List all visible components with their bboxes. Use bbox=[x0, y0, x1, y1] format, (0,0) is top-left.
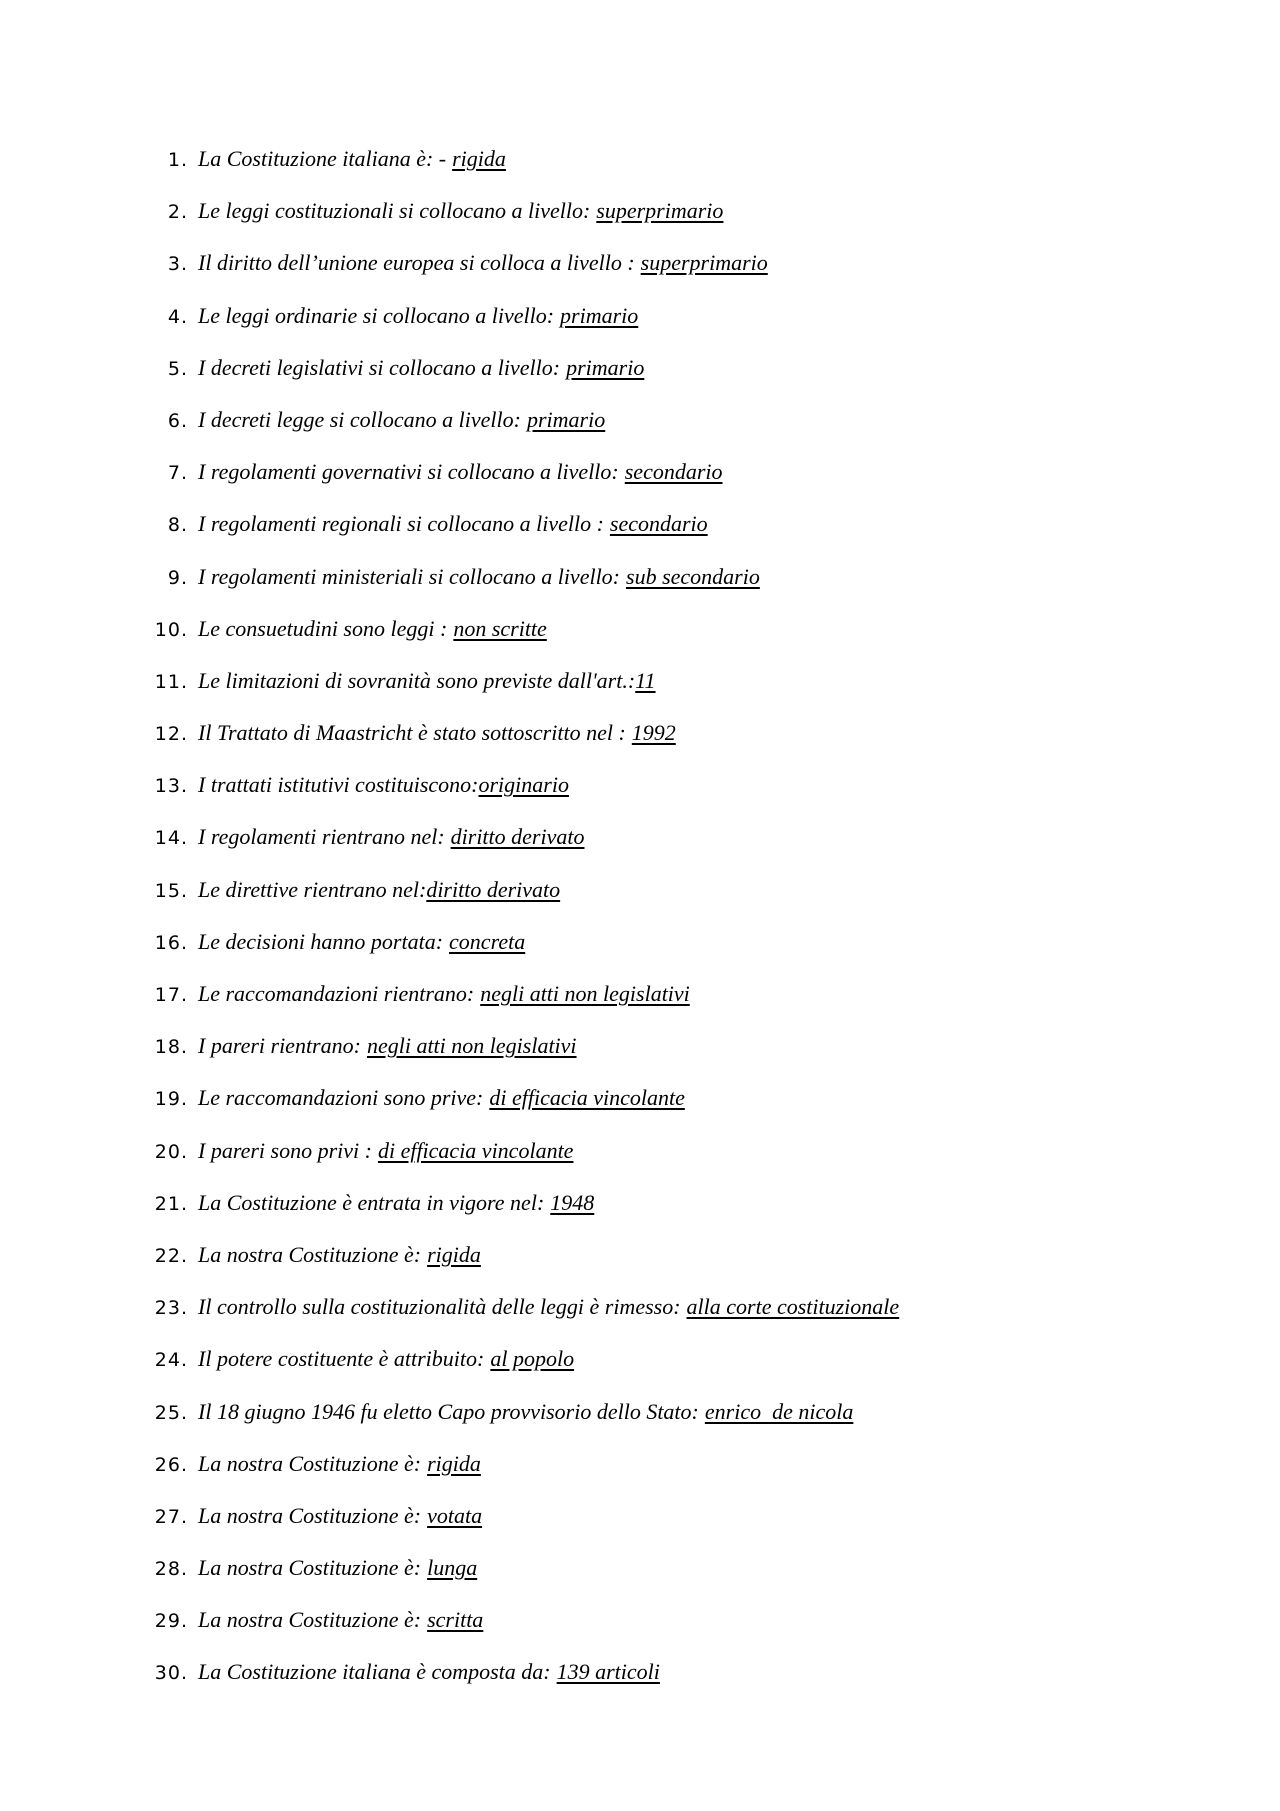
item-answer: secondario bbox=[624, 459, 723, 485]
item-question: La nostra Costituzione è: bbox=[198, 1555, 422, 1581]
item-question: I regolamenti rientrano nel: bbox=[198, 824, 445, 850]
list-item bbox=[150, 1399, 1230, 1451]
item-answer: primario bbox=[560, 302, 639, 328]
list-item bbox=[150, 146, 1230, 198]
item-number: 22. bbox=[154, 1244, 188, 1267]
item-number: 30. bbox=[154, 1662, 188, 1685]
item-answer: superprimario bbox=[640, 250, 768, 276]
item-number: 12. bbox=[154, 723, 188, 746]
list-item bbox=[150, 668, 1230, 720]
list-item bbox=[150, 1085, 1230, 1137]
item-question: Le raccomandazioni rientrano: bbox=[198, 981, 475, 1006]
list-item bbox=[150, 1451, 1230, 1503]
item-answer: al popolo bbox=[490, 1346, 575, 1372]
list-item bbox=[150, 1138, 1230, 1190]
item-question: Le direttive rientrano nel: bbox=[198, 876, 427, 902]
item-answer: rigida bbox=[427, 1241, 481, 1267]
item-question: I regolamenti governativi si collocano a livello: bbox=[198, 459, 619, 485]
item-number: 4. bbox=[167, 305, 188, 328]
item-answer: non scritte bbox=[453, 615, 547, 641]
list-item bbox=[150, 1033, 1230, 1085]
item-answer: rigida bbox=[427, 1450, 481, 1476]
item-question: La nostra Costituzione è: bbox=[198, 1502, 422, 1528]
item-question: Il 18 giugno 1946 fu eletto Capo provvisorio dello Stato: bbox=[198, 1398, 699, 1424]
item-question: Il controllo sulla costituzionalità delle leggi è rimesso: bbox=[198, 1294, 681, 1320]
list-item bbox=[150, 303, 1230, 355]
item-question: Le limitazioni di sovranità sono previste dall'art.: bbox=[198, 667, 636, 693]
list-item bbox=[150, 720, 1230, 772]
item-question: La nostra Costituzione è: bbox=[198, 1241, 422, 1267]
item-number: 24. bbox=[154, 1349, 188, 1372]
list-item bbox=[150, 877, 1230, 929]
item-question: I regolamenti regionali si collocano a livello : bbox=[198, 511, 604, 537]
list-item bbox=[150, 459, 1230, 511]
item-number: 11. bbox=[154, 670, 188, 693]
list-item bbox=[150, 1607, 1230, 1659]
item-answer: enrico de nicola bbox=[704, 1398, 854, 1424]
item-answer: di efficacia vincolante bbox=[489, 1085, 685, 1111]
item-question: La nostra Costituzione è: bbox=[198, 1607, 422, 1633]
item-number: 23. bbox=[154, 1297, 188, 1320]
item-number: 8. bbox=[167, 514, 188, 537]
list-item bbox=[150, 1659, 1230, 1711]
item-number: 26. bbox=[154, 1453, 188, 1476]
item-number: 10. bbox=[154, 618, 188, 641]
item-answer: alla corte costituzionale bbox=[686, 1294, 900, 1320]
item-answer: originario bbox=[478, 772, 569, 798]
item-number: 16. bbox=[154, 931, 188, 954]
item-answer: rigida bbox=[452, 146, 506, 171]
item-answer: diritto derivato bbox=[426, 876, 561, 902]
item-number: 5. bbox=[167, 357, 188, 380]
list-item bbox=[150, 772, 1230, 824]
list-item bbox=[150, 1294, 1230, 1346]
item-answer: superprimario bbox=[596, 198, 724, 224]
item-number: 20. bbox=[154, 1140, 188, 1163]
item-question: Il potere costituente è attribuito: bbox=[198, 1346, 485, 1372]
item-number: 6. bbox=[167, 409, 188, 432]
item-question: La Costituzione italiana è composta da: bbox=[198, 1659, 551, 1685]
item-question: I decreti legislativi si collocano a livello: bbox=[198, 354, 561, 380]
item-answer: 139 articoli bbox=[556, 1659, 660, 1685]
item-answer: votata bbox=[427, 1502, 483, 1528]
item-answer: negli atti non legislativi bbox=[366, 1033, 577, 1059]
item-question: Le consuetudini sono leggi : bbox=[198, 615, 448, 641]
item-number: 19. bbox=[154, 1088, 188, 1111]
item-question: I regolamenti ministeriali si collocano a livello: bbox=[198, 563, 621, 589]
item-question: La Costituzione è entrata in vigore nel: bbox=[198, 1189, 545, 1215]
item-number: 1. bbox=[167, 149, 188, 171]
item-question: Le raccomandazioni sono prive: bbox=[198, 1085, 484, 1111]
item-answer: negli atti non legislativi bbox=[480, 981, 690, 1006]
item-number: 28. bbox=[154, 1558, 188, 1581]
item-number: 18. bbox=[154, 1036, 188, 1059]
item-question: Il Trattato di Maastricht è stato sottoscritto nel : bbox=[198, 720, 626, 746]
item-number: 15. bbox=[154, 879, 188, 902]
list-item bbox=[150, 616, 1230, 668]
item-number: 3. bbox=[167, 253, 188, 276]
item-answer: diritto derivato bbox=[450, 824, 585, 850]
item-question: I decreti legge si collocano a livello: bbox=[198, 406, 521, 432]
list-item bbox=[150, 511, 1230, 563]
item-number: 27. bbox=[154, 1505, 188, 1528]
item-answer: 1992 bbox=[631, 720, 676, 746]
item-question: I pareri rientrano: bbox=[198, 1033, 361, 1059]
list-item bbox=[150, 1503, 1230, 1555]
item-question: Le leggi ordinarie si collocano a livello: bbox=[198, 302, 555, 328]
item-answer: primario bbox=[566, 354, 645, 380]
item-number: 25. bbox=[154, 1401, 188, 1424]
item-answer: primario bbox=[526, 406, 606, 432]
item-answer: concreta bbox=[449, 928, 526, 954]
item-answer: scritta bbox=[427, 1607, 484, 1633]
item-number: 13. bbox=[154, 775, 188, 798]
item-number: 9. bbox=[167, 566, 188, 589]
list-item bbox=[150, 1190, 1230, 1242]
list-item bbox=[150, 1555, 1230, 1607]
item-question: La nostra Costituzione è: bbox=[198, 1450, 422, 1476]
item-answer: lunga bbox=[427, 1555, 478, 1581]
list-item bbox=[150, 1346, 1230, 1398]
item-number: 17. bbox=[154, 984, 188, 1006]
item-number: 21. bbox=[154, 1192, 188, 1215]
list-item bbox=[150, 250, 1230, 302]
list-item bbox=[150, 929, 1230, 981]
item-answer: 1948 bbox=[550, 1189, 595, 1215]
question-list bbox=[150, 146, 1230, 1712]
item-number: 14. bbox=[154, 827, 188, 850]
item-answer: secondario bbox=[609, 511, 708, 537]
item-question: La Costituzione italiana è: - bbox=[198, 146, 447, 171]
item-question: I trattati istitutivi costituiscono: bbox=[198, 772, 479, 798]
list-item bbox=[150, 355, 1230, 407]
item-number: 29. bbox=[154, 1610, 188, 1633]
item-number: 2. bbox=[167, 201, 188, 224]
list-item bbox=[150, 1242, 1230, 1294]
item-answer: 11 bbox=[635, 667, 656, 693]
item-question: I pareri sono privi : bbox=[198, 1137, 372, 1163]
item-number: 7. bbox=[167, 462, 188, 485]
list-item bbox=[150, 407, 1230, 459]
list-item bbox=[150, 981, 1230, 1033]
item-question: Il diritto dell’unione europea si colloca a livello : bbox=[198, 250, 635, 276]
item-question: Le decisioni hanno portata: bbox=[198, 928, 444, 954]
list-item bbox=[150, 198, 1230, 250]
list-item bbox=[150, 824, 1230, 876]
item-answer: di efficacia vincolante bbox=[377, 1137, 574, 1163]
item-question: Le leggi costituzionali si collocano a livello: bbox=[198, 198, 591, 224]
item-answer: sub secondario bbox=[626, 563, 760, 589]
list-item bbox=[150, 564, 1230, 616]
